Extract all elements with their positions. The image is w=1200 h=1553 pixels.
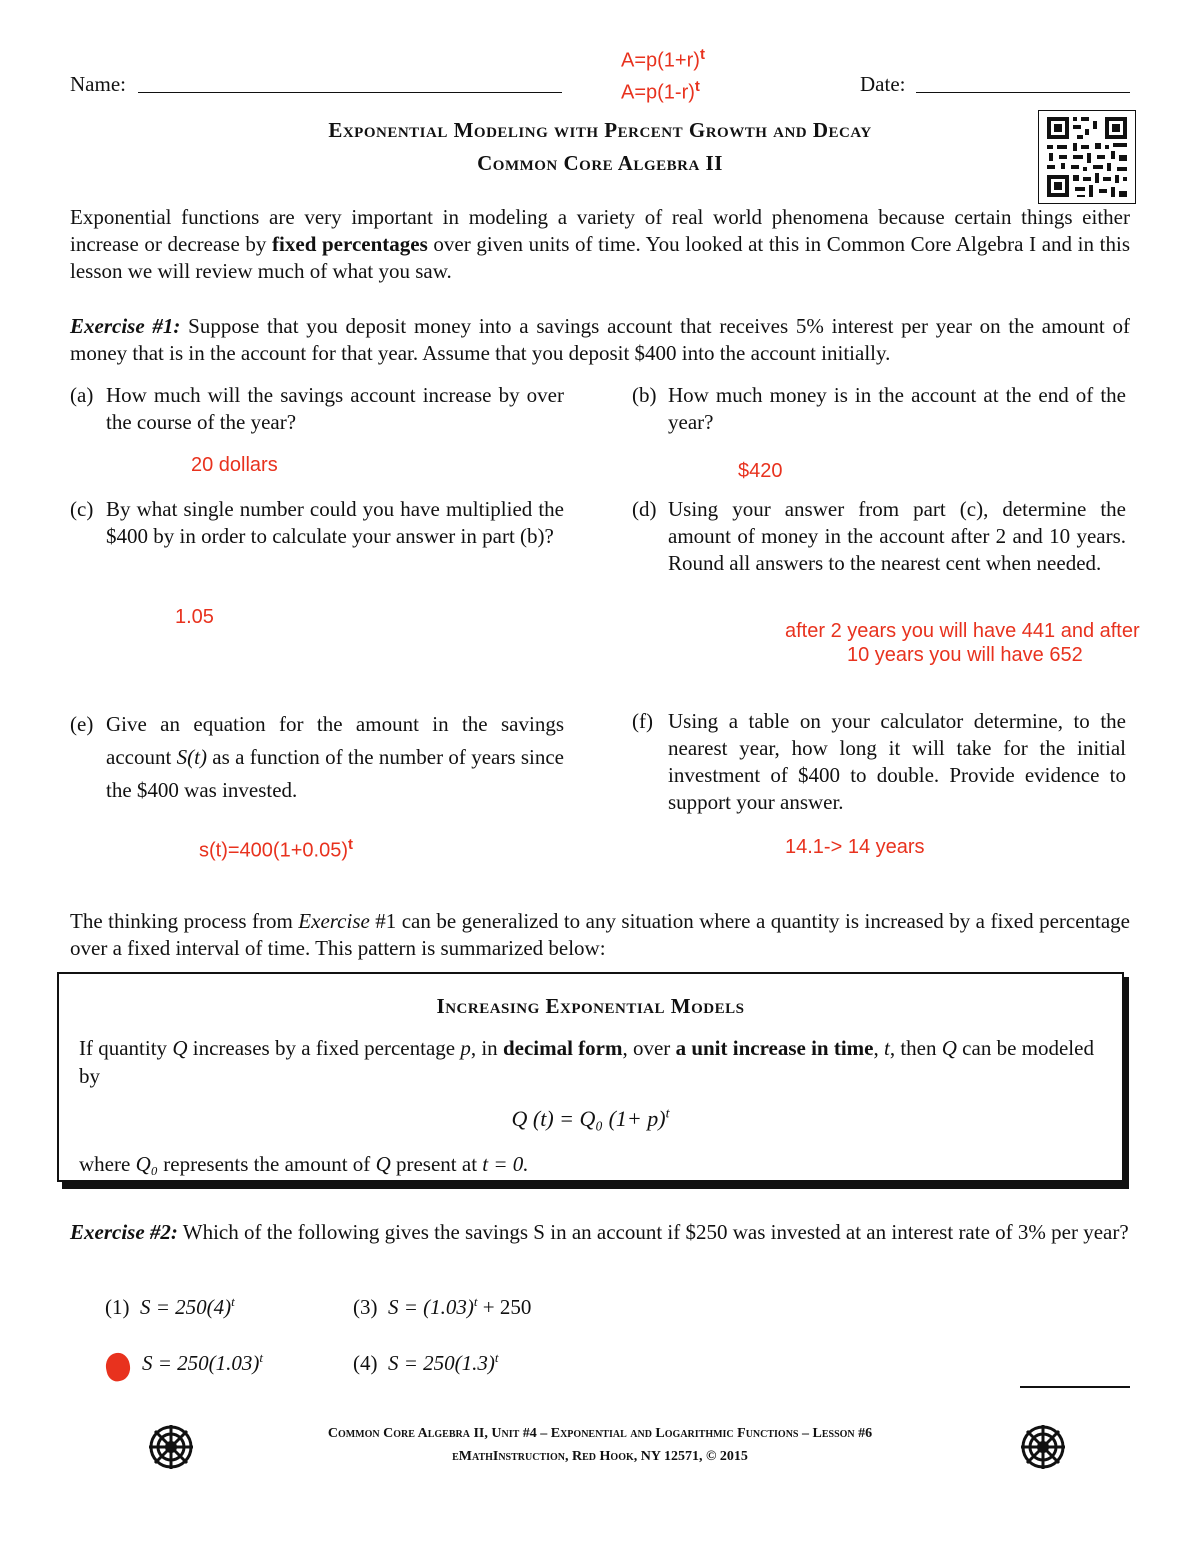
page-title: Exponential Modeling with Percent Growth and Decay [328,118,872,142]
exercise-1-prompt: Exercise #1: Suppose that you deposit money into a savings account that receives 5% interest per year on the amount of money that is in the account for that year. Assume that you deposit $400 into the account initially. [70,314,1130,365]
footer-line-2: eMathInstruction, Red Hook, NY 12571, © 2015 [452,1449,748,1464]
exercise-1-part-e: (e) Give an equation for the amount in the savings account S(t) as a function of the number of years since the $400 was invested. [70,712,565,802]
answer-part-e: $s(t)=400(1+0.05)^t$ [199,836,353,862]
exercise-1-part-c: (c) By what single number could you have multiplied the $400 by in order to calculate your answer in part (b)? [70,497,564,548]
annotation-decay-formula: $A=p(1-r)^t$ [621,78,700,104]
exercise-1-part-b: (b) How much money is in the account at the end of the year? [632,383,1126,434]
answer-part-c: 1.05 [175,606,214,628]
choice-1[interactable]: (1) $S = 250(4)^t$ [105,1294,235,1319]
model-box-description: If quantity Q increases by a fixed percentage p, in decimal form, over a unit increase in time, t, then Q can be modeled by [79,1036,1094,1088]
page-subtitle: Common Core Algebra II [477,151,723,175]
name-line[interactable] [138,92,562,93]
choice-4[interactable]: (4) $S = 250(1.3)^t$ [353,1350,499,1375]
name-label: Name: [70,72,126,96]
footer-line-1: Common Core Algebra II, Unit #4 – Exponential and Logarithmic Functions – Lesson #6 [327,1426,873,1441]
answer-line[interactable] [1020,1386,1130,1388]
choice-3[interactable]: (3) $S = (1.03)^t + 250$ [353,1294,532,1319]
selected-answer-mark [103,1351,132,1383]
answer-part-b: $420 [738,460,783,482]
qr-code-icon [1038,110,1136,204]
choice-2[interactable]: $S = 250(1.03)^t$ [142,1350,264,1375]
answer-part-d-line-1: after 2 years you will have 441 and after [785,620,1140,642]
exercise-2-prompt: Exercise #2: Which of the following gives the savings S in an account if $250 was invested at an interest rate of 3% per year? [70,1220,1129,1244]
model-box-title: Increasing Exponential Models [436,994,745,1018]
exercise-1-part-f: (f) Using a table on your calculator determine, to the nearest year, how long it will take for the initial investment of $400 to double. Provide evidence to support your answer. [632,709,1126,814]
intro-paragraph: Exponential functions are very important in modeling a variety of real world phenomena because certain things either increase or decrease by fixed percentages over given units of time. You looked at this in Common Core Algebra I and in this lesson we will review much of what you saw. [70,205,1130,283]
answer-part-d-line-2: 10 years you will have 652 [847,644,1083,666]
model-box-where: where Q₀ represents the amount of Q present at t = 0. [79,1152,529,1176]
generalization-paragraph: The thinking process from Exercise #1 can be generalized to any situation where a quantity is increased by a fixed percentage over a fixed interval of time. This pattern is summarized below: [70,909,1131,960]
annotation-growth-formula: $A=p(1+r)^t$ [621,46,705,72]
exercise-1-part-d: (d) Using your answer from part (c), determine the amount of money in the account after 2 and 10 years. Round all answers to the nearest cent when needed. [632,497,1126,575]
answer-part-f: 14.1-> 14 years [785,836,925,858]
exercise-1-part-a: (a) How much will the savings account increase by over the course of the year? [70,383,564,434]
model-box-formula: Q (t) = Q₀ $(1+ p)^t$ [511,1106,670,1131]
answer-part-a: 20 dollars [191,454,278,476]
increasing-exponential-models-box [57,972,1124,1182]
date-line[interactable] [916,92,1130,93]
date-label: Date: [860,72,906,96]
